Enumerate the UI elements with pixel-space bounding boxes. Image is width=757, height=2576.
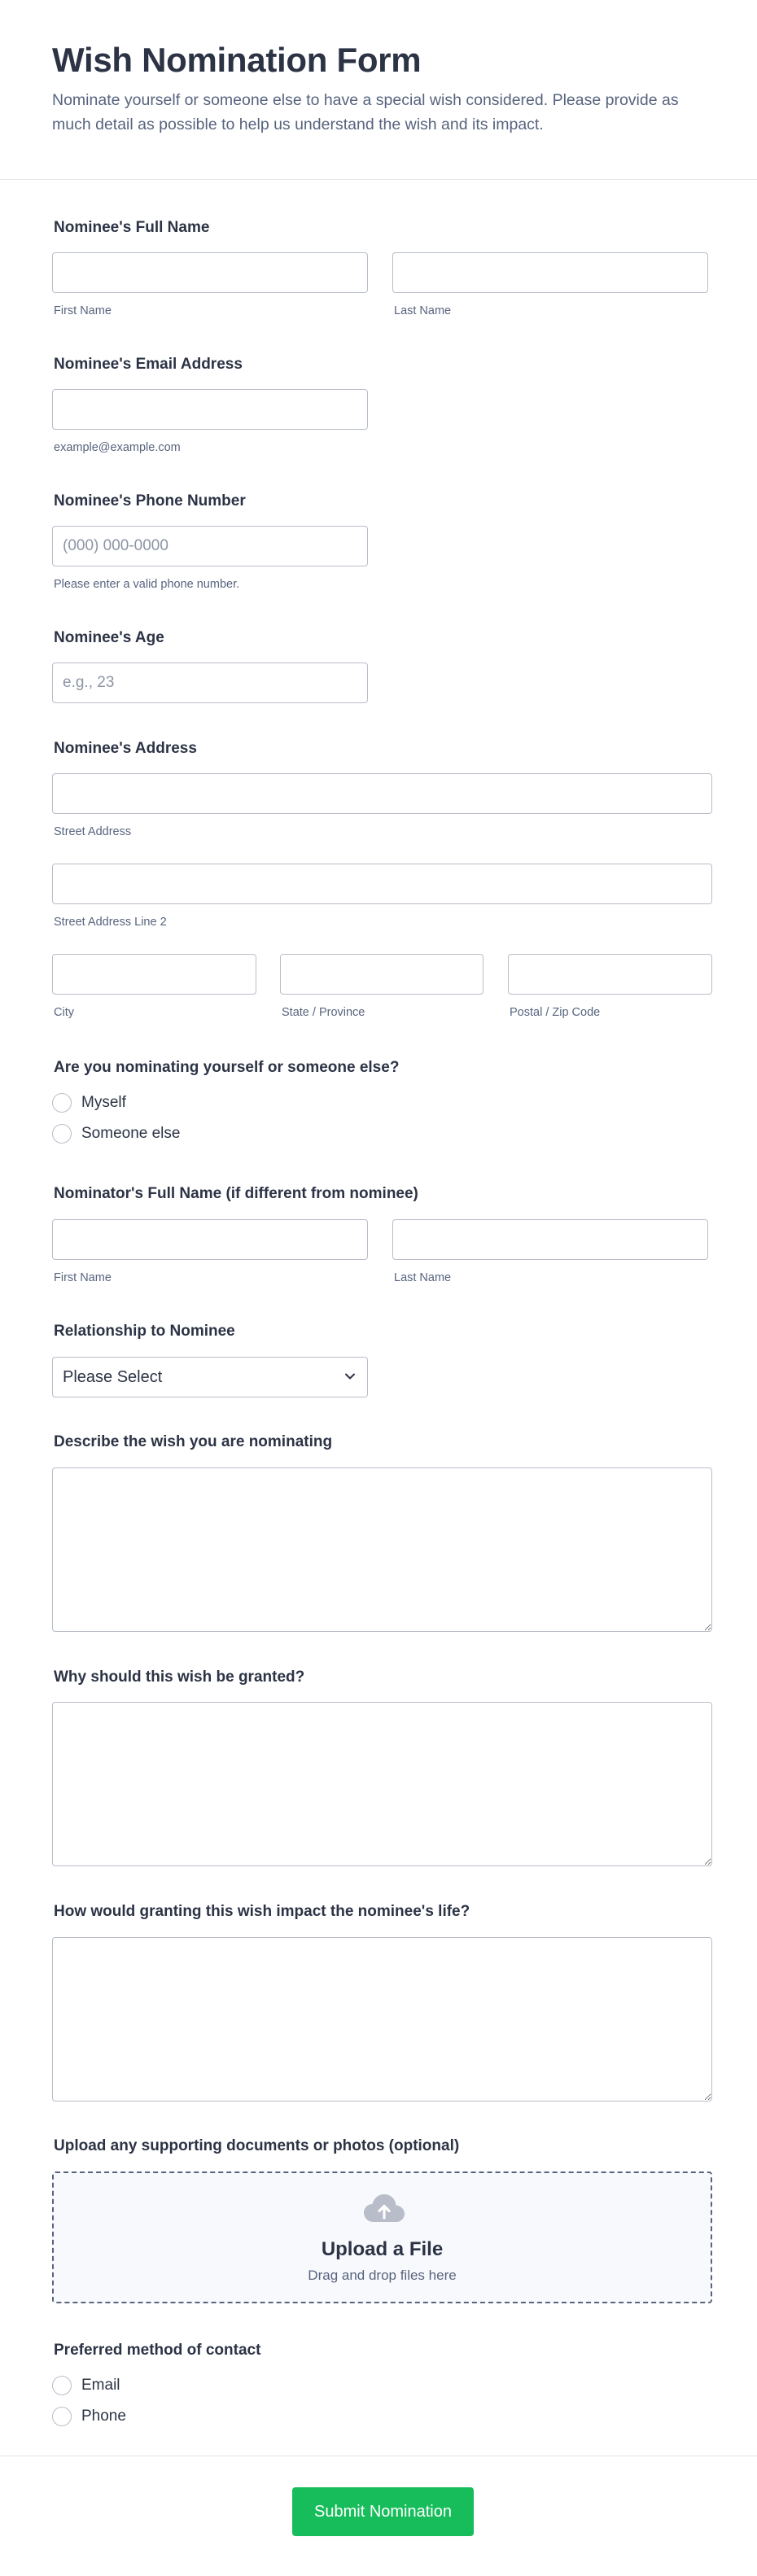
zip-sublabel: Postal / Zip Code bbox=[510, 1006, 601, 1019]
impact-label: How would granting this wish impact the nominee's life? bbox=[54, 1903, 470, 1920]
upload-hint: Drag and drop files here bbox=[308, 2268, 457, 2283]
upload-title: Upload a File bbox=[321, 2238, 444, 2260]
radio-myself-label: Myself bbox=[81, 1094, 126, 1111]
nominee-last-name-input[interactable] bbox=[392, 252, 708, 293]
chevron-down-icon bbox=[344, 1371, 356, 1382]
age-input[interactable] bbox=[52, 663, 368, 703]
form-subtitle: Nominate yourself or someone else to have a special wish considered. Please provide as much detail as possible to help us understand the wish and its impact. bbox=[52, 91, 679, 133]
email-sublabel: example@example.com bbox=[54, 441, 181, 454]
nominator-first-name-input[interactable] bbox=[52, 1219, 368, 1260]
radio-email[interactable] bbox=[52, 2376, 120, 2395]
radio-circle[interactable] bbox=[52, 1124, 72, 1144]
city-input[interactable] bbox=[52, 954, 256, 995]
relationship-select[interactable] bbox=[52, 1357, 368, 1397]
nominee-name-label: Nominee's Full Name bbox=[54, 219, 210, 236]
radio-circle[interactable] bbox=[52, 2407, 72, 2426]
street-address-sublabel: Street Address bbox=[54, 825, 132, 838]
nominator-last-name-sublabel: Last Name bbox=[394, 1271, 452, 1284]
nominator-name-label: Nominator's Full Name (if different from nominee) bbox=[54, 1185, 418, 1202]
zip-input[interactable] bbox=[508, 954, 712, 995]
email-label: Nominee's Email Address bbox=[54, 356, 243, 373]
radio-someone-else[interactable] bbox=[52, 1124, 180, 1144]
nominating-label: Are you nominating yourself or someone else? bbox=[54, 1059, 400, 1076]
phone-label: Nominee's Phone Number bbox=[54, 492, 246, 510]
street-address-input[interactable] bbox=[52, 773, 712, 814]
nominator-first-name-sublabel: First Name bbox=[54, 1271, 112, 1284]
nominee-last-name-sublabel: Last Name bbox=[394, 304, 452, 317]
state-input[interactable] bbox=[280, 954, 484, 995]
why-textarea[interactable] bbox=[52, 1702, 712, 1866]
relationship-select-value: Please Select bbox=[63, 1367, 163, 1386]
age-label: Nominee's Age bbox=[54, 629, 164, 646]
file-upload-dropzone[interactable] bbox=[52, 2171, 712, 2303]
nominator-last-name-input[interactable] bbox=[392, 1219, 708, 1260]
radio-circle[interactable] bbox=[52, 1093, 72, 1113]
city-sublabel: City bbox=[54, 1006, 74, 1019]
email-input[interactable] bbox=[52, 389, 368, 430]
address-label: Nominee's Address bbox=[54, 740, 197, 757]
form-title: Wish Nomination Form bbox=[52, 41, 422, 79]
submit-button[interactable]: Submit Nomination bbox=[292, 2487, 474, 2536]
wish-label: Describe the wish you are nominating bbox=[54, 1433, 333, 1450]
form-footer bbox=[0, 2456, 757, 2576]
radio-phone[interactable] bbox=[52, 2407, 126, 2426]
radio-someone-else-label: Someone else bbox=[81, 1125, 181, 1142]
impact-textarea[interactable] bbox=[52, 1937, 712, 2101]
radio-circle[interactable] bbox=[52, 2376, 72, 2395]
nominee-first-name-sublabel: First Name bbox=[54, 304, 112, 317]
radio-myself[interactable] bbox=[52, 1093, 126, 1113]
why-label: Why should this wish be granted? bbox=[54, 1668, 305, 1686]
phone-sublabel: Please enter a valid phone number. bbox=[54, 578, 240, 591]
cloud-upload-icon bbox=[363, 2193, 405, 2225]
street-address-line2-input[interactable] bbox=[52, 864, 712, 904]
nominee-first-name-input[interactable] bbox=[52, 252, 368, 293]
radio-email-label: Email bbox=[81, 2377, 120, 2394]
relationship-label: Relationship to Nominee bbox=[54, 1323, 235, 1340]
contact-label: Preferred method of contact bbox=[54, 2342, 261, 2359]
form-header bbox=[0, 0, 757, 180]
upload-label: Upload any supporting documents or photos (optional) bbox=[54, 2137, 460, 2154]
radio-phone-label: Phone bbox=[81, 2408, 126, 2425]
wish-textarea[interactable] bbox=[52, 1467, 712, 1632]
street-address-line2-sublabel: Street Address Line 2 bbox=[54, 916, 167, 929]
phone-input[interactable] bbox=[52, 526, 368, 566]
state-sublabel: State / Province bbox=[282, 1006, 365, 1019]
